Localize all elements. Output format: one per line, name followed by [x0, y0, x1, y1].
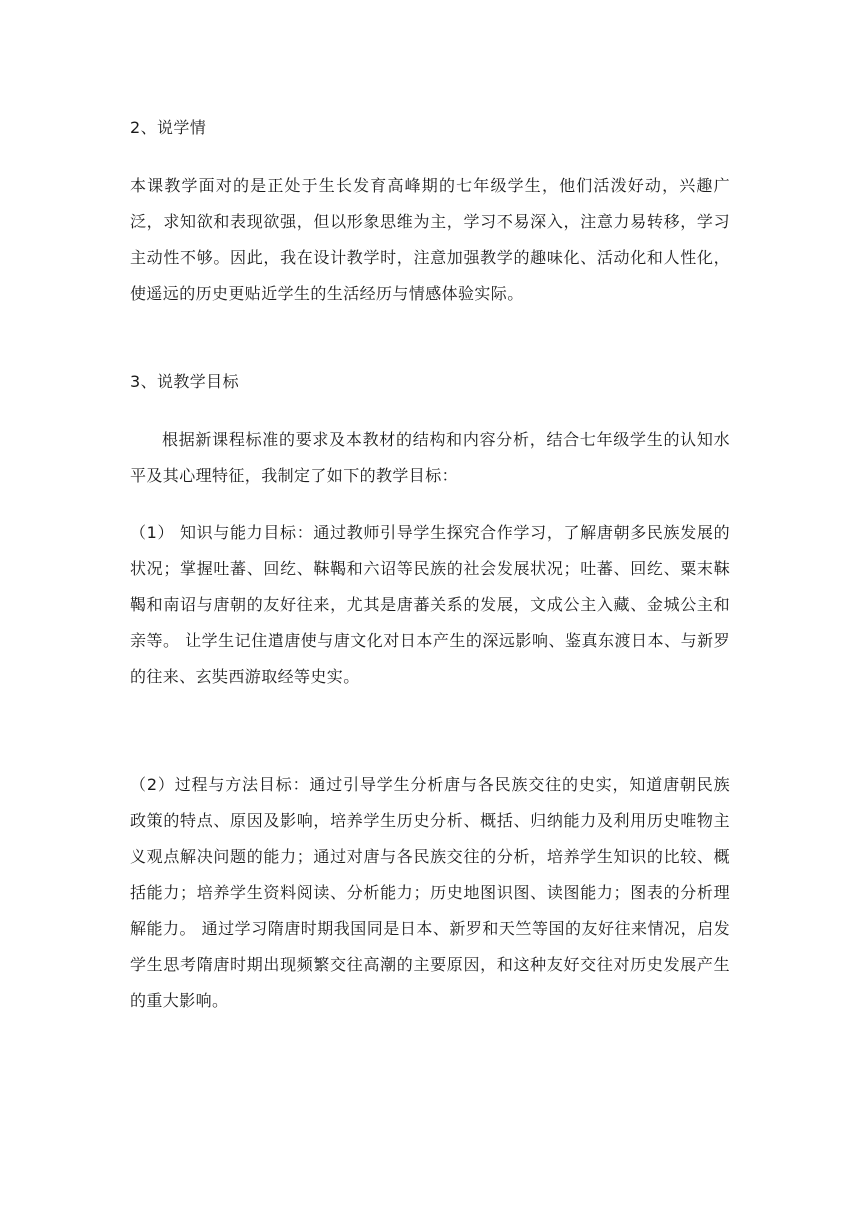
section-3-heading-text: 3、说教学目标 [130, 372, 239, 391]
objective-1-paragraph [130, 515, 730, 695]
section-2-paragraph-text: 本课教学面对的是正处于生长发育高峰期的七年级学生，他们活泼好动，兴趣广泛，求知欲和表现欲强，但以形象思维为主，学习不易深入，注意力易转移，学习主动性不够。因此，我在设计教学时，注意加强教学的趣味化、活动化和人性化，使遥远的历史更贴近学生的生活经历与情感体验实际。 [130, 176, 730, 303]
section-2-heading-text: 2、说学情 [130, 118, 207, 137]
objective-1-text: （1） 知识与能力目标：通过教师引导学生探究合作学习，了解唐朝多民族发展的状况；掌握吐蕃、回纥、靺鞨和六诏等民族的社会发展状况；吐蕃、回纥、粟末靺鞨和南诏与唐朝的友好往来，尤其是唐蕃关系的发展，文成公主入藏、金城公主和亲等。 让学生记住遣唐使与唐文化对日本产生的深远影响、鉴真东渡日本、与新罗的往来、玄奘西游取经等史实。 [130, 523, 730, 686]
section-3-intro-text: 根据新课程标准的要求及本教材的结构和内容分析，结合七年级学生的认知水平及其心理特征，我制定了如下的教学目标： [130, 430, 730, 485]
objective-2-paragraph [130, 767, 730, 1019]
objective-2-text: （2）过程与方法目标：通过引导学生分析唐与各民族交往的史实，知道唐朝民族政策的特点、原因及影响，培养学生历史分析、概括、归纳能力及利用历史唯物主义观点解决问题的能力；通过对唐与各民族交往的分析，培养学生知识的比较、概括能力；培养学生资料阅读、分析能力；历史地图识图、读图能力；图表的分析理解能力。 通过学习隋唐时期我国同是日本、新罗和天竺等国的友好往来情况，启发学生思考隋唐时期出现频繁交往高潮的主要原因，和这种友好交往对历史发展产生的重大影响。 [130, 775, 730, 1010]
section-3-heading [130, 364, 730, 400]
section-3-intro-paragraph [130, 422, 730, 494]
section-2-paragraph [130, 168, 730, 312]
section-2-heading [130, 110, 730, 146]
